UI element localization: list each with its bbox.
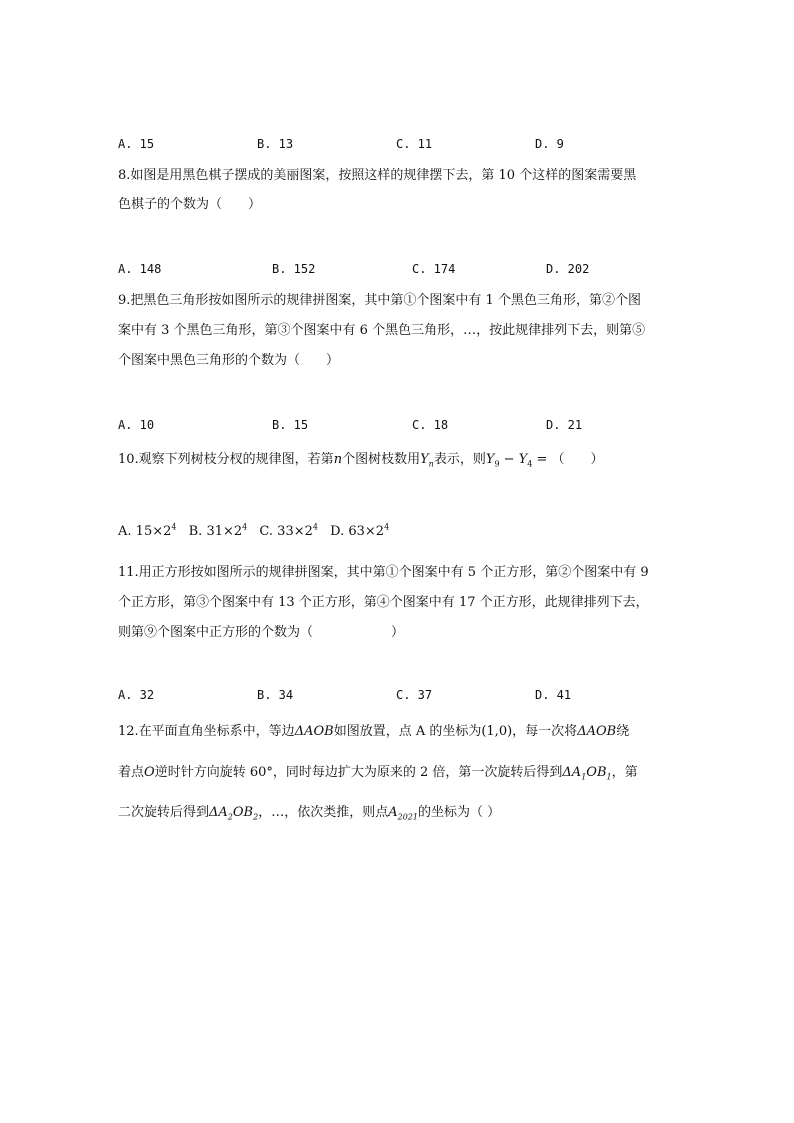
q12-triangle-a1ob1: $\Delta A_1OB_1$ <box>562 765 612 782</box>
q10-option-a: A. $15\times 2^4$ <box>118 522 177 539</box>
q9-stem-line-1: 9.把黑色三角形按如图所示的规律拼图案，其中第①个图案中有 1 个黑色三角形，第②个图 <box>118 293 641 308</box>
q9-option-d: D. 21 <box>546 418 583 432</box>
q10-text-a: 10.观察下列树枝分杈的规律图，若第 <box>118 452 334 467</box>
q10-text-d: = （ ） <box>532 452 604 467</box>
q10-text-c: 表示，则 <box>433 452 486 467</box>
q9-stem-line-2: 案中有 3 个黑色三角形，第③个图案中有 6 个黑色三角形，…，按此规律排列下去，则第⑤ <box>118 323 646 338</box>
q11-stem-line-1: 11.用正方形按如图所示的规律拼图案，其中第①个图案中有 5 个正方形，第②个图案中有 9 <box>118 565 649 580</box>
q10-option-b: B. $31\times 2^4$ <box>188 522 248 539</box>
q9-option-a: A. 10 <box>118 418 155 432</box>
q10-y4: Y <box>518 452 528 467</box>
q10-var-n: n <box>333 452 343 467</box>
q12-stem-line-3: 二次旋转后得到$\Delta A_2OB_2$，…，依次类推，则点$A_{2021}$的坐标为（ ） <box>118 805 501 822</box>
q9-stem-line-3: 个图案中黑色三角形的个数为（ ） <box>118 353 340 368</box>
q12-stem-line-2: 着点O逆时针方向旋转 60°，同时每边扩大为原来的 2 倍，第一次旋转后得到$\Delta A_1OB_1$，第 <box>118 765 638 782</box>
q11-stem-line-3: 则第⑨个图案中正方形的个数为（ ） <box>118 625 405 640</box>
q9-option-b: B. 15 <box>272 418 309 432</box>
q7-option-c: C. 11 <box>396 137 433 151</box>
q12-triangle-aob-2: ΔAOB <box>577 724 617 739</box>
q10-stem <box>118 452 604 469</box>
q10-text-b: 个图树枝数用 <box>342 452 421 467</box>
q11-option-a: A. 32 <box>118 688 155 702</box>
q7-option-b: B. 13 <box>257 137 294 151</box>
q12-triangle-a2ob2: $\Delta A_2OB_2$ <box>209 805 259 822</box>
q11-option-c: C. 37 <box>396 688 433 702</box>
q8-option-a: A. 148 <box>118 262 162 276</box>
q9-option-c: C. 18 <box>412 418 449 432</box>
q8-option-b: B. 152 <box>272 262 316 276</box>
q10-options <box>118 522 390 539</box>
q8-stem-line-2: 色棋子的个数为（ ） <box>118 197 262 212</box>
q12-triangle-aob: ΔAOB <box>294 724 334 739</box>
q11-stem-line-2: 个正方形，第③个图案中有 13 个正方形，第④个图案中有 17 个正方形，此规律排列下去， <box>118 595 649 610</box>
q12-coord: (1,0) <box>481 724 513 739</box>
q12-point-o: O <box>144 765 155 780</box>
q8-option-c: C. 174 <box>412 262 456 276</box>
q10-sub-4: 4 <box>527 459 533 469</box>
q10-var-y: Y <box>420 452 429 467</box>
q8-stem-line-1: 8.如图是用黑色棋子摆成的美丽图案，按照这样的规律摆下去，第 10 个这样的图案需要黑 <box>118 168 637 183</box>
q7-option-d: D. 9 <box>535 137 564 151</box>
q11-option-b: B. 34 <box>257 688 294 702</box>
q11-option-d: D. 41 <box>535 688 572 702</box>
q10-sub-9: 9 <box>494 459 500 469</box>
q10-y9: Y <box>485 452 495 467</box>
q12-stem-line-1: 12.在平面直角坐标系中，等边ΔAOB如图放置，点 A 的坐标为(1,0)，每一次将ΔAOB绕 <box>118 724 630 739</box>
q10-option-c: C. $33\times 2^4$ <box>259 522 318 539</box>
q10-sub-n: n <box>428 459 434 469</box>
q12-point-a2021: $A_{2021}$ <box>388 805 418 822</box>
q10-minus: − <box>499 452 519 467</box>
q7-option-a: A. 15 <box>118 137 155 151</box>
q8-option-d: D. 202 <box>546 262 590 276</box>
q10-option-d: D. $63\times 2^4$ <box>330 522 390 539</box>
